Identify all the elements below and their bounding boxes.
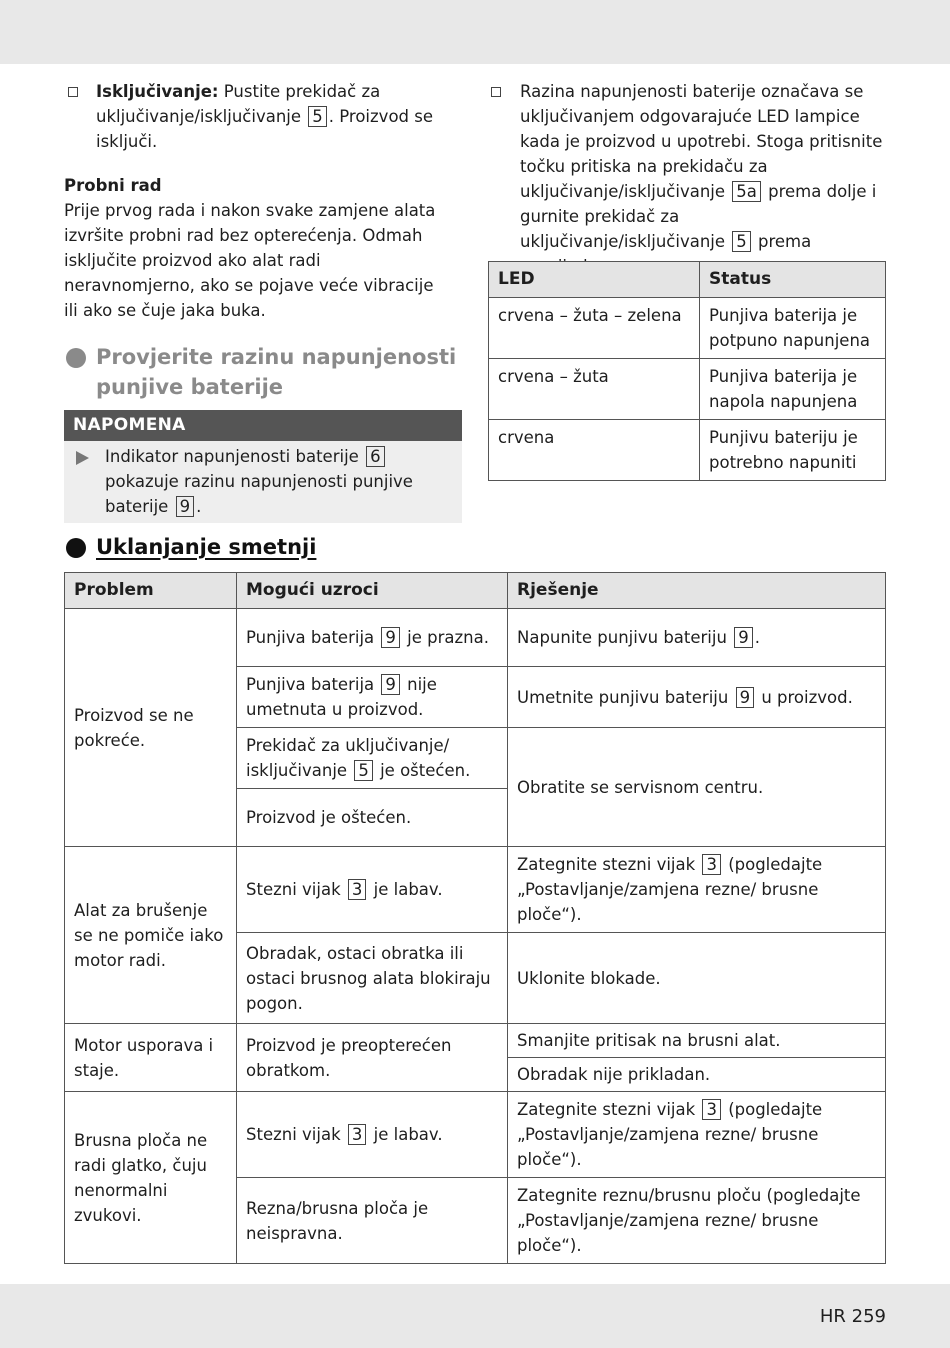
ref-box: 9 — [734, 627, 753, 648]
note-text: . — [196, 497, 202, 516]
cell-text: (pogledajte „Postavljanje/zamjena rezne/ brusne ploče“). — [517, 855, 823, 924]
note-text: Indikator napunjenosti baterije — [105, 447, 359, 466]
cause-cell: Proizvod je oštećen. — [237, 789, 508, 847]
cell-text: Stezni vijak — [246, 880, 341, 899]
note-label: NAPOMENA — [64, 410, 462, 441]
bullet-icon — [66, 348, 86, 368]
cell-text: je oštećen. — [380, 761, 471, 780]
checkbox-icon — [491, 87, 501, 97]
cause-cell — [237, 667, 508, 728]
solution-cell: Uklonite blokade. — [508, 933, 886, 1024]
ref-box: 3 — [348, 879, 367, 900]
ref-box: 5 — [308, 106, 327, 127]
cell-text: Prekidač za uključivanje/ isključivanje — [246, 736, 450, 780]
ref-box: 5a — [732, 181, 761, 202]
table-cell: Punjivu bateriju je potrebno napuniti — [700, 420, 886, 481]
cell-text: (pogledajte „Postavljanje/zamjena rezne/ brusne ploče“). — [517, 1100, 823, 1169]
table-header-row — [489, 262, 886, 298]
cause-cell: Obradak, ostaci obratka ili ostaci brusnog alata blokiraju pogon. — [237, 933, 508, 1024]
table-row — [65, 609, 886, 667]
section-heading: Provjerite razinu napunjenosti punjive baterije — [96, 345, 457, 399]
table-row — [489, 420, 886, 481]
cause-cell — [237, 847, 508, 933]
table-row — [489, 298, 886, 359]
item-label: Isključivanje: — [96, 82, 219, 101]
table-cell: Punjiva baterija je napola napunjena — [700, 359, 886, 420]
cell-text: Napunite punjivu bateriju — [517, 628, 727, 647]
cell-text: Zategnite stezni vijak — [517, 855, 696, 874]
cell-text: je prazna. — [407, 628, 489, 647]
solution-cell: Zategnite reznu/brusnu ploču (pogledajte „Postavljanje/zamjena rezne/ brusne ploče“). — [508, 1178, 886, 1264]
cell-text: Umetnite punjivu bateriju — [517, 687, 729, 707]
cause-cell: Rezna/brusna ploča je neispravna. — [237, 1178, 508, 1264]
table-cell: crvena — [489, 420, 700, 481]
table-row — [65, 1024, 886, 1058]
cell-text: Punjiva baterija — [246, 675, 375, 694]
solution-cell: Obratite se servisnom centru. — [508, 728, 886, 847]
problem-cell: Motor usporava i staje. — [65, 1024, 237, 1092]
note-box — [64, 410, 462, 523]
ref-box: 9 — [176, 496, 195, 517]
problem-cell: Alat za brušenje se ne pomiče iako motor radi. — [65, 847, 237, 1024]
cell-text: je labav. — [373, 880, 443, 899]
note-text: pokazuje razinu napunjenosti punjive baterije — [105, 472, 413, 516]
column-header: LED — [489, 262, 700, 298]
cell-text: u proizvod. — [761, 687, 853, 707]
led-status-table — [488, 261, 886, 481]
solution-cell — [508, 847, 886, 933]
table-cell: crvena – žuta – zelena — [489, 298, 700, 359]
ref-box: 9 — [381, 627, 400, 648]
paragraph-text: Razina napunjenosti baterije označava se uključivanjem odgovarajuće LED lampice kada je proizvod u upotrebi. Stoga pritisnite točku pritiska na prekidaču za uključivanje/isključivanje — [520, 82, 883, 201]
cell-text: nije umetnuta u proizvod. — [246, 675, 437, 719]
solution-cell: Smanjite pritisak na brusni alat. — [508, 1024, 886, 1058]
cause-cell — [237, 728, 508, 789]
ref-box: 9 — [381, 674, 400, 695]
note-body — [64, 441, 462, 523]
table-row — [489, 359, 886, 420]
cell-text: . — [754, 628, 760, 647]
checkbox-icon — [68, 87, 78, 97]
battery-level-text — [520, 79, 886, 279]
top-band — [0, 0, 950, 64]
ref-box: 9 — [736, 687, 755, 708]
column-header: Status — [700, 262, 886, 298]
paragraph: Prije prvog rada i nakon svake zamjene alata izvršite probni rad bez opterećenja. Odmah isključite proizvod ako alat radi neravnomjerno, ako se pojave veće vibracije ili ako se čuje jaka buka. — [64, 201, 436, 320]
ref-box: 3 — [702, 1099, 721, 1120]
troubleshooting-table — [64, 572, 886, 1264]
ref-box: 3 — [702, 854, 721, 875]
bottom-band — [0, 1284, 950, 1348]
table-row — [65, 1092, 886, 1178]
column-header: Mogući uzroci — [237, 573, 508, 609]
bullet-icon — [66, 538, 86, 558]
table-header-row — [65, 573, 886, 609]
section-heading: Uklanjanje smetnji — [96, 535, 317, 559]
ref-box: 5 — [732, 231, 751, 252]
column-header: Rješenje — [508, 573, 886, 609]
table-cell: crvena – žuta — [489, 359, 700, 420]
ref-box: 5 — [354, 760, 373, 781]
switch-off-item — [96, 79, 456, 154]
arrow-right-icon — [76, 451, 89, 465]
cell-text: Stezni vijak — [246, 1125, 341, 1144]
page-number: HR 259 — [819, 1306, 886, 1327]
ref-box: 6 — [366, 446, 385, 467]
solution-cell: Obradak nije prikladan. — [508, 1058, 886, 1092]
section-title: Probni rad — [64, 176, 162, 195]
cause-cell: Proizvod je preopterećen obratkom. — [237, 1024, 508, 1092]
table-row — [65, 847, 886, 933]
solution-cell — [508, 1092, 886, 1178]
ref-box: 3 — [348, 1124, 367, 1145]
column-header: Problem — [65, 573, 237, 609]
table-cell: Punjiva baterija je potpuno napunjena — [700, 298, 886, 359]
cause-cell — [237, 1092, 508, 1178]
problem-cell: Proizvod se ne pokreće. — [65, 609, 237, 847]
item-text: . Proizvod se isključi. — [96, 107, 434, 151]
item-text: Pustite prekidač za uključivanje/isključivanje — [96, 82, 381, 126]
cell-text: je labav. — [373, 1125, 443, 1144]
cell-text: Zategnite stezni vijak — [517, 1100, 696, 1119]
paragraph-text: prema — [758, 232, 812, 251]
solution-cell — [508, 609, 886, 667]
problem-cell: Brusna ploča ne radi glatko, čuju nenormalni zvukovi. — [65, 1092, 237, 1264]
cell-text: Punjiva baterija — [246, 628, 375, 647]
solution-cell — [508, 667, 886, 728]
paragraph-text: prema dolje i gurnite prekidač za uključivanje/isključivanje — [520, 182, 877, 251]
cause-cell — [237, 609, 508, 667]
